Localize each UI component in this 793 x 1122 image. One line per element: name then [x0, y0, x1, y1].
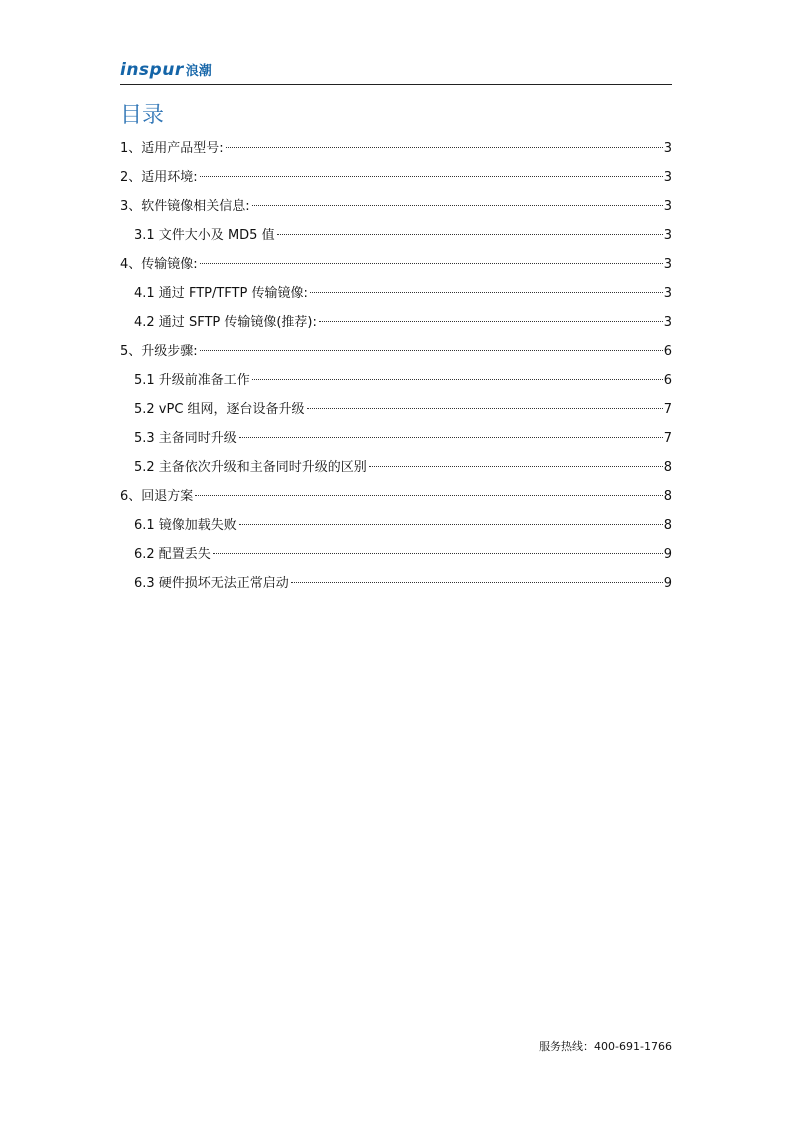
- toc-entry-page-number: 3: [663, 228, 672, 243]
- toc-entry[interactable]: [134, 283, 672, 305]
- toc-entry-label: 6.3 硬件损坏无法正常启动: [134, 576, 289, 591]
- service-hotline: 服务热线：400-691-1766: [539, 1040, 672, 1053]
- toc-entry-label: 5.3 主备同时升级: [134, 431, 237, 446]
- toc-entry-page-number: 9: [663, 576, 672, 591]
- toc-entry-page-number: 3: [663, 199, 672, 214]
- toc-dot-leader: [239, 437, 663, 438]
- toc-entry-label: 3、软件镜像相关信息:: [120, 199, 250, 214]
- toc-entry-page-number: 9: [663, 547, 672, 562]
- toc-dot-leader: [195, 495, 662, 496]
- toc-entry-label: 4.2 通过 SFTP 传输镜像(推荐):: [134, 315, 317, 330]
- toc-entry-label: 4、传输镜像:: [120, 257, 198, 272]
- toc-entry[interactable]: [120, 254, 672, 276]
- toc-title: 目录: [120, 103, 165, 128]
- toc-dot-leader: [252, 379, 663, 380]
- toc-entry-label: 5、升级步骤:: [120, 344, 198, 359]
- toc-dot-leader: [200, 176, 663, 177]
- toc-entry-page-number: 6: [663, 344, 672, 359]
- toc-entry-page-number: 8: [663, 489, 672, 504]
- toc-dot-leader: [200, 350, 663, 351]
- toc-dot-leader: [319, 321, 663, 322]
- toc-entry-page-number: 8: [663, 460, 672, 475]
- toc-entry[interactable]: [120, 486, 672, 508]
- toc-dot-leader: [307, 408, 663, 409]
- toc-entry-label: 6.2 配置丢失: [134, 547, 211, 562]
- toc-dot-leader: [277, 234, 663, 235]
- toc-entry-page-number: 3: [663, 286, 672, 301]
- toc-entry[interactable]: [120, 138, 672, 160]
- toc-entry[interactable]: [120, 341, 672, 363]
- toc-entry[interactable]: [134, 515, 672, 537]
- toc-entry-page-number: 3: [663, 315, 672, 330]
- toc-entry-label: 6、回退方案: [120, 489, 194, 504]
- toc-entry-label: 2、适用环境:: [120, 170, 198, 185]
- toc-entry-label: 5.2 主备依次升级和主备同时升级的区别: [134, 460, 367, 475]
- toc-entry[interactable]: [120, 167, 672, 189]
- toc-entry[interactable]: [134, 573, 672, 595]
- toc-dot-leader: [252, 205, 663, 206]
- toc-entry-page-number: 8: [663, 518, 672, 533]
- toc-entry[interactable]: [134, 428, 672, 450]
- toc-entry[interactable]: [134, 457, 672, 479]
- toc-entry[interactable]: [134, 399, 672, 421]
- toc-entry[interactable]: [134, 312, 672, 334]
- inspur-logo: [120, 60, 212, 80]
- toc-entry-label: 5.1 升级前准备工作: [134, 373, 250, 388]
- toc-dot-leader: [200, 263, 663, 264]
- page-header: [120, 58, 672, 85]
- toc-entry[interactable]: [120, 196, 672, 218]
- logo-wordmark: inspur: [120, 60, 184, 80]
- toc-entry[interactable]: [134, 370, 672, 392]
- toc-dot-leader: [226, 147, 663, 148]
- toc-entry-label: 6.1 镜像加载失败: [134, 518, 237, 533]
- toc-entry-page-number: 7: [663, 431, 672, 446]
- toc-entry-page-number: 3: [663, 170, 672, 185]
- toc-entry-label: 4.1 通过 FTP/TFTP 传输镜像:: [134, 286, 308, 301]
- toc-entry[interactable]: [134, 225, 672, 247]
- toc-entry-page-number: 3: [663, 257, 672, 272]
- toc-dot-leader: [310, 292, 663, 293]
- toc-entry-page-number: 7: [663, 402, 672, 417]
- toc-dot-leader: [213, 553, 663, 554]
- logo-chinese-name: 浪潮: [185, 64, 212, 79]
- toc-entry-label: 1、适用产品型号:: [120, 141, 224, 156]
- toc-entry-label: 5.2 vPC 组网，逐台设备升级: [134, 402, 305, 417]
- toc-entry-page-number: 6: [663, 373, 672, 388]
- toc-entry[interactable]: [134, 544, 672, 566]
- toc-dot-leader: [239, 524, 663, 525]
- toc-entry-page-number: 3: [663, 141, 672, 156]
- toc-dot-leader: [291, 582, 663, 583]
- toc-entry-label: 3.1 文件大小及 MD5 值: [134, 228, 275, 243]
- toc-dot-leader: [369, 466, 663, 467]
